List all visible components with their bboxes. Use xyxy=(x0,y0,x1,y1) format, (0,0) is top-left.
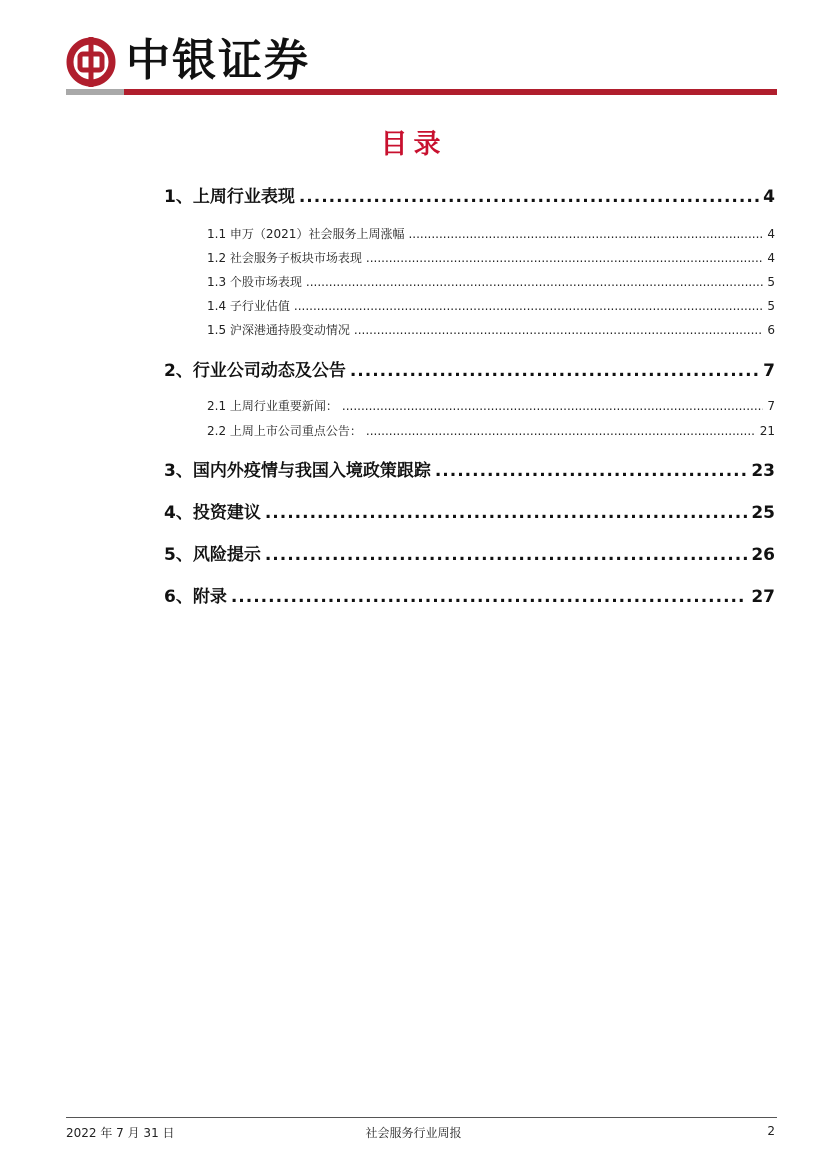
toc-entry-page: 25 xyxy=(751,503,775,523)
toc-entry-page: 21 xyxy=(759,424,775,438)
toc-entry-page: 26 xyxy=(751,545,775,565)
toc-leader-dots xyxy=(294,299,763,313)
header-rule-gray xyxy=(66,89,124,95)
toc-entry-1-4[interactable] xyxy=(207,297,775,314)
toc-leader-dots xyxy=(265,545,747,565)
footer-date: 2022 年 7 月 31 日 xyxy=(66,1126,175,1140)
toc-entry-label: 1.2 社会服务子板块市场表现 xyxy=(207,251,362,265)
toc-leader-dots xyxy=(265,503,747,523)
footer-page-number: 2 xyxy=(767,1124,775,1138)
toc-entry-2-1[interactable] xyxy=(207,397,775,414)
toc-entry-label: 1.1 申万（2021）社会服务上周涨幅 xyxy=(207,227,405,241)
toc-entry-label: 1.3 个股市场表现 xyxy=(207,275,302,289)
toc-entry-1-1[interactable] xyxy=(207,225,775,242)
toc-entry-label: 1、上周行业表现 xyxy=(164,187,295,207)
toc-entry-2[interactable] xyxy=(164,356,775,381)
toc-leader-dots xyxy=(299,187,759,207)
toc-entry-label: 3、国内外疫情与我国入境政策跟踪 xyxy=(164,461,431,481)
toc-entry-1[interactable] xyxy=(164,182,775,207)
toc-entry-label: 6、附录 xyxy=(164,587,227,607)
footer-report-name: 社会服务行业周报 xyxy=(365,1126,462,1140)
toc-leader-dots xyxy=(231,587,747,607)
toc-entry-5[interactable] xyxy=(164,540,775,565)
toc-title: 目录 xyxy=(380,129,447,160)
toc-entry-page: 5 xyxy=(767,299,775,313)
toc-entry-2-2[interactable] xyxy=(207,422,775,439)
toc-entry-1-3[interactable] xyxy=(207,273,775,290)
toc-entry-label: 4、投资建议 xyxy=(164,503,261,523)
toc-entry-label: 1.5 沪深港通持股变动情况 xyxy=(207,323,350,337)
toc-entry-page: 7 xyxy=(763,361,775,381)
toc-leader-dots xyxy=(366,251,763,265)
toc-leader-dots xyxy=(306,275,763,289)
toc-entry-page: 27 xyxy=(751,587,775,607)
toc-entry-3[interactable] xyxy=(164,456,775,481)
toc-entry-page: 6 xyxy=(767,323,775,337)
toc-leader-dots xyxy=(354,323,763,337)
header-rule-red xyxy=(124,89,777,95)
bank-of-china-logo-icon xyxy=(66,37,116,87)
footer-rule xyxy=(66,1117,777,1118)
toc-entry-page: 4 xyxy=(767,227,775,241)
toc-entry-page: 7 xyxy=(767,399,775,413)
toc-entry-page: 23 xyxy=(751,461,775,481)
toc-entry-1-2[interactable] xyxy=(207,249,775,266)
toc-entry-label: 5、风险提示 xyxy=(164,545,261,565)
toc-entry-label: 2、行业公司动态及公告 xyxy=(164,361,346,381)
brand-name: 中银证券 xyxy=(126,35,310,86)
toc-leader-dots xyxy=(366,424,756,438)
toc-leader-dots xyxy=(435,461,748,481)
toc-entry-label: 2.1 上周行业重要新闻： xyxy=(207,399,338,413)
toc-entry-page: 5 xyxy=(767,275,775,289)
toc-entry-1-5[interactable] xyxy=(207,321,775,338)
toc-entry-6[interactable] xyxy=(164,582,775,607)
toc-leader-dots xyxy=(408,227,763,241)
toc-entry-label: 2.2 上周上市公司重点公告： xyxy=(207,424,362,438)
page-header xyxy=(0,0,827,100)
toc-entry-label: 1.4 子行业估值 xyxy=(207,299,290,313)
toc-leader-dots xyxy=(350,361,759,381)
toc-entry-4[interactable] xyxy=(164,498,775,523)
toc-entry-page: 4 xyxy=(763,187,775,207)
toc-leader-dots xyxy=(342,399,763,413)
toc-entry-page: 4 xyxy=(767,251,775,265)
